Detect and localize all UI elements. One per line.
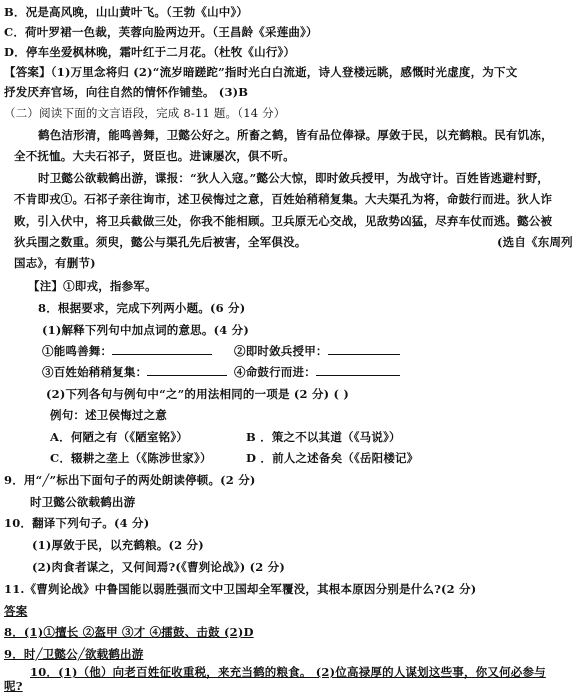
item-4 <box>234 362 400 382</box>
item-4-blank <box>316 363 400 376</box>
item-3 <box>42 362 227 382</box>
question-10-1: (1)厚敛于民，以充鹤粮。(2 分) <box>32 538 204 552</box>
passage-source-cont: 国志》，有删节) <box>14 256 96 270</box>
footnote: 【注】①即戎，指参军。 <box>28 279 157 293</box>
item-2 <box>234 341 400 361</box>
passage-source: (选自《东周列 <box>497 235 573 249</box>
question-8-2: (2)下列各句与例句中“之”的用法相同的一项是 (2 分) ( ) <box>46 387 349 401</box>
item-4-label: ④命鼓行而进： <box>234 365 316 379</box>
item-2-blank <box>328 342 400 355</box>
answer-9: 9．时╱卫懿公╱欲载鹤出游 <box>4 647 144 661</box>
passage-line-4: 不肯即戎①。石祁子亲往询市，述卫侯悔过之意，百姓始稍稍复集。大夫渠孔为将，命鼓行而进。狄人诈 <box>14 192 553 206</box>
answer-10-line-2: 呢? <box>4 679 23 693</box>
section-heading: （二）阅读下面的文言语段，完成 8-11 题。（14 分） <box>4 106 286 120</box>
answer-line-2: 抒发厌弃官场，向往自然的情怀作铺垫。 (3)B <box>4 85 249 99</box>
option-d-line: D．停车坐爱枫林晚，霜叶红于二月花。（杜牧《山行》） <box>4 45 296 59</box>
item-1-label: ①能鸣善舞： <box>42 344 113 358</box>
example-sentence: 例句：述卫侯悔过之意 <box>50 408 167 422</box>
answer-10-line-1: 10．(1)（他）向老百姓征收重税，来充当鹤的粮食。 (2)位高禄厚的人谋划这些事，你又何必参与 <box>30 665 546 679</box>
item-3-label: ③百姓始稍稍复集： <box>42 365 148 379</box>
choice-a: A．何陋之有（《陋室铭》） <box>50 430 189 444</box>
item-2-label: ②即时敛兵授甲： <box>234 344 328 358</box>
passage-line-2: 全不抚恤。大夫石祁子，贤臣也。进谏屡次，俱不听。 <box>14 149 295 163</box>
choice-b: B ．策之不以其道（《马说》） <box>246 430 401 444</box>
option-c-line: C．荷叶罗裙一色裁，芙蓉向脸两边开。（王昌龄《采莲曲》） <box>4 25 318 39</box>
question-10-2: (2)肉食者谋之，又何间焉?(《曹刿论战》) (2 分) <box>32 560 285 574</box>
passage-line-5: 败，引入伏中，将卫兵截做三处，你我不能相顾。卫兵原无心交战，见敌势凶猛，尽弃车仗而逃。懿公被 <box>14 214 553 228</box>
question-8: 8．根据要求，完成下列两小题。(6 分) <box>38 301 246 315</box>
question-8-1: (1)解释下列句中加点词的意思。(4 分) <box>42 323 249 337</box>
question-9: 9．用“╱”标出下面句子的两处朗读停顿。(2 分) <box>4 473 256 487</box>
choice-d: D ．前人之述备矣（《岳阳楼记》 <box>246 451 419 465</box>
question-10: 10．翻译下列句子。(4 分) <box>4 516 150 530</box>
question-11: 11.《曹刿论战》中鲁国能以弱胜强而文中卫国却全军覆没，其根本原因分别是什么?(2 分) <box>4 582 477 596</box>
item-1-blank <box>112 342 212 355</box>
answer-line-1: 【答案】（1)万里念将归 (2)“流岁暗蹉跎”指时光白白流逝，诗人登楼远眺，感慨时光虚度，为下文 <box>4 65 518 79</box>
answer-8: 8．(1)①擅长 ②盔甲 ③才 ④擂鼓、击鼓 (2)D <box>4 625 254 639</box>
passage-line-6: 狄兵围之数重。须臾，懿公与渠孔先后被害，全军俱没。 <box>14 235 307 249</box>
choice-c: C．辍耕之垄上（《陈涉世家》） <box>50 451 212 465</box>
passage-line-3: 时卫懿公欲载鹤出游，谍报：“狄人入寇。”懿公大惊，即时敛兵授甲，为战守计。百姓皆逃避村野， <box>38 171 549 185</box>
answer-heading: 答案 <box>4 604 28 618</box>
question-9-sentence: 时卫懿公欲载鹤出游 <box>30 495 136 509</box>
option-b-line: B．况是高风晚，山山黄叶飞。（王勃《山中》） <box>4 5 249 19</box>
passage-line-1: 鹤色洁形清，能鸣善舞，卫懿公好之。所畜之鹤，皆有品位俸禄。厚敛于民，以充鹤粮。民有饥冻， <box>38 128 553 142</box>
item-3-blank <box>147 363 227 376</box>
item-1 <box>42 341 212 361</box>
